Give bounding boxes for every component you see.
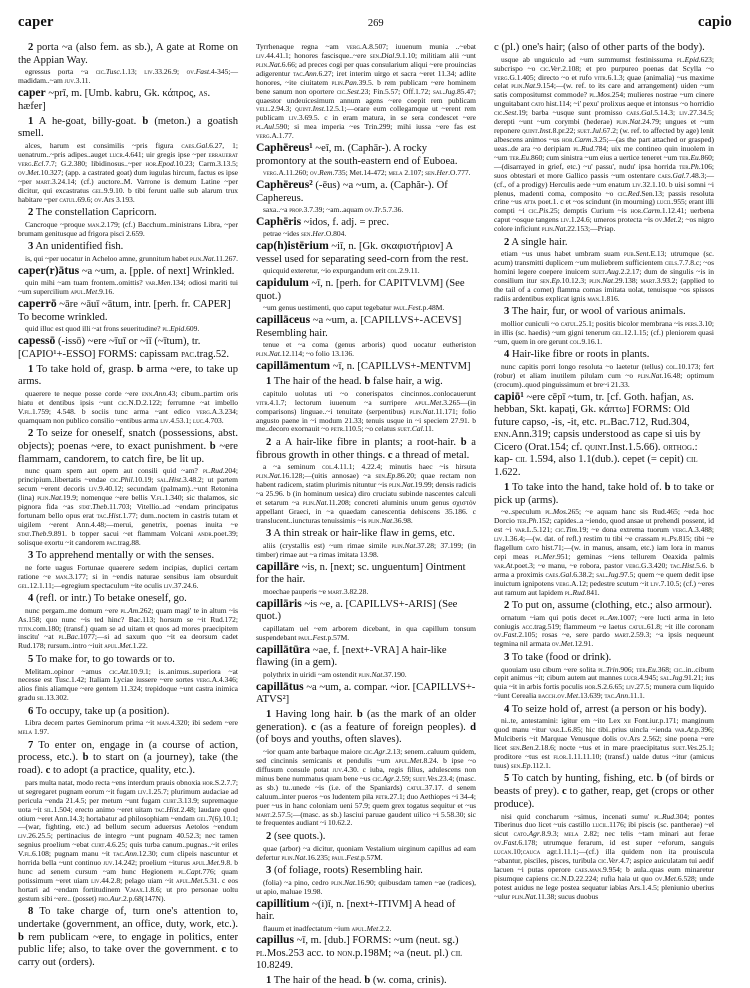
quotes-capisterium: quicquid exteretur, ~io expurgandum erit col.2.9.11. — [263, 266, 420, 276]
quotes-capesso-8-cont: Tyrrhenaque regna ~am verg.A.8.507; iuuenum munia ..~ebat liv.44.41.1; honores fascisque..~ere sen.Dial.9.1.10; militiam alii ~unt plin.Nat.6.66; ad preces cogi per quas consularium aliqui ~ere prouincias adigerentur tac.Ann.6.27; iret interim uirgo et sacra ~eret 11.34; adlite honores, ~ite ciuitatem plin.Pan.39.5. b rem publicam ~ere hominem bene sanum non oportere cic.Sest.23; Fin.5.57; Off.1.72; sal.Jug.85.47; quaestor undeuicesimum annum agens ~ere coepit rem publicam vell.2.94.3; quint.Inst.12.5.1;—orare eum collegamque ut ~erent rem publicam liv.3.69.5. c in eram matura, in se sera condescet ~ere pl.Aul.590; si mea imperia ~es Trin.299; mihi iussa ~ere fas est verg.A.1.77. — [256, 42, 477, 141]
quotes-capillamentum-1: capitulo uolutas uti ~o conerispatos cincinnos..conlocauerunt vitr.4.1.7; lectorum iuuenum ~a surripere apul.Met.3.265—(in comparisons) linguae..~i tenuitate (serpentibus) plin.Nat.11.171; folio angusto paene in ~i modum 21.33; tenuis usque in ~i speciem 27.91. b me..decoro exornauit ~o petr.110.5; ~o celatus suet.Cal.11. — [256, 388, 477, 434]
headword-capillaceus: capillāceus ~a ~um, a. [CAPILLVS+-ACEVS] Resembling hair. — [256, 313, 462, 339]
quotes-capillare: moechae pauperis ~e mart.3.82.28. — [263, 586, 369, 596]
running-head — [18, 14, 732, 36]
quotes-caphereus2: saxa..~a prop.3.7.39; ~am..aquam ov.Tr.5.7.36. — [263, 205, 404, 215]
headword-capio: capiō¹ ~ere cēpī ~tum, tr. [cf. Goth. hafjan, as. hebban, Skt. kapaṭi, Gk. κάπτω] FORMS: Old future capso, -is, -it, etc. pl.Bac.712, Rud.304, enn.Ann.319; capsis understood as cape si uis by Cicero (Orat.154; cf. quint.Inst.1.5.66). orthog.: kap- cil 1.594, also 1.1(dub.). cepet (= cepit) cil 1.622. — [494, 389, 701, 478]
headword-capillatura: capillātūra ~ae, f. [next+-VRA] A hair-like flawing (in a gem). — [256, 642, 447, 669]
quotes-capillus-3: mollior cuniculi ~o catul.25.1; positis bicolor membrana ~is pers.3.10; in illis (sc. haedis) ~um gigni tenerum gel.12.1.15; (cf.) pleniorem quasi ~um, quem in ore gerunt col.9.16.1. — [494, 319, 714, 346]
headword-capisterium: cap(h)istērium ~iī, n. [Gk. σκαφιστήριον] A vessel used for separating seed-corn from the rest. — [256, 239, 469, 265]
headword-capillare: capillāre ~is, n. [next; sc. unguentum] Ointment for the hair. — [256, 559, 466, 586]
quotes-capillus-2: etiam ~us unus habet umbram suam pub.Sent.E.13; utrumque (sc. acum) transmitti duplicem ~um muliebrem sufficientem cels.7.7.8.c; ~os homini legere coepere inuicem suet.Aug.2.2.17; dum de singulis ~is in consilium itur sen.Ep.10.12.3; plin.Nat.29.138; mart.3.93.2; (applied to the tail of a comet) flamma comas imitata uolat, tenuisque ~os spissos radiis ardentibus explicat ignis man.1.816. — [494, 249, 714, 303]
sense-capillus-4: 4 Hair-like fibre or roots in plants. — [504, 349, 650, 361]
quotes-capillus-1: usque ab unguiculo ad ~um summumst festinissuma pl.Epid.623; subcrispo ~o cic.Ver.2.108; et pro purpureo poenas dat Scylla ~o verg.G.1.405; directo ~o et rufo vitr.6.1.3; quae (animalia) ~us maxime celat plin.Nat.9.154;—(w. ref. to its care and arrangement) uiden ~um satis compositumst commode? pl.Mos.254; mulieres nostrae ~um cinere unguitabant cato hist.114; ~i' pexu' prolixus aeque et intonsus ~o horridio cic.Sest.19; barba ~usque sunt promisso caes.Gal.5.14.3; liv.27.34.5; derepti ~unt ~um corymbi (hederae) plin.Nat.24.79; ungues et ~um reponere quint.Inst.8.pr.22; suet.Jul.67.2; (w. ref. to affected by age) lenit albescens animos ~us hor.Carm.3.25;—(as the part attached or grasped) ueas..de ara ~o deripiam pl.Rud.784; uix me contineo quin inuolem in ~um ter.Eu.860; cum sinistra ~um eius a uertice teneret ~um ter.Eu.860;—(disarrayed in grief, etc.) ~u' passu', nudu' ipsa horrida ter.Ph.106; suos obtestari et more Gallico passis ~um ostentare caes.Gal.7.48.3;—(cf., of a prodigy) Herculis aede ~um enatum liv.32.1.10. b uisi somni ~i plenus, madenti coma, composito ~o cic.Red.Sen.13; passis resoluta crine ~us atta poet.1. c et ~os scindunt (in mourning) lucil.955; erant illi compti ~i cic.Pis.25; demptis Curium ~is hor.Carm.1.12.41; uerbena caput ~osque tangens liv.1.24.6; umeros protecta ~is ov.Met.2; ~os nigro colore inficiunt plin.Nat.22.153;—Priap. — [494, 54, 715, 234]
columns-container — [18, 42, 732, 987]
sense-capillus-1: 1 The hair of the head. b (w. coma, crinis). — [266, 975, 447, 987]
sense-capio-3: 3 To take (food or drink). — [504, 651, 612, 663]
headword-capillamentum: capillāmentum ~ī, n. [CAPILLVS+-MENTVM] — [256, 359, 471, 373]
quotes-capesso-5: Melitam..opinor ~amus cic.Att.10.9.1; is..animus..superiora ~at necesse est Tusc.1.42; Italiam Lyciae iussere ~ere sortes verg.A.4.346; alios finis aliamque ~ere gentem 11.324; trepidoque ~unt castra inimica gradu sil.13.302. — [18, 666, 238, 703]
sense-capillus-3: 3 The hair, fur, or wool of various animals. — [504, 306, 686, 318]
sense-capesso-4: 4 (refl. or intr.) To betake oneself, go. — [28, 593, 187, 605]
column-middle — [256, 42, 484, 987]
running-head-left: caper — [18, 14, 54, 30]
quotes-capesso-4: nunc pergam..me domum ~ere pl.Am.262; quam magi' te in altum ~is As.158; quo nunc ~is ted hinc? Bac.113; horsum se ~it Rud.172; titin.com.180; (transf.) quam se ad uitam et quos ad mores praecipitem inscitu' ~at pl.Bac.1077;—si ad saxum quo ~it ea deorsum cadet Rud.178; rursum..intro ~iuit apul.Met.1.22. — [18, 605, 238, 651]
sense-capesso-1: 1 To take hold of, grasp. b arma ~ere, to take up arms. — [18, 363, 238, 388]
quotes-capesso-2: nunc quam spem aut opem aut consili quid ~am? pl.Rud.204; principium..libertatis ~endae cic.Phil.10.19; sal.Hist.3.48.2; ut partem secum ~erent decoris liv.9.40.12; secundam (palmam)..~unt Retonina (lina) plin.Nat.19.9; nomenque ~ere bellis V.fl.1.340; sic thalamos, sic pignora fida ~as stat.Theb.11.703; Vitellio..ad ~endam principatus fortunam bello opus erat tac.Hist.1.77; dum..noctem in castris tutam et uigilem ~erent Ann.4.48;—merui, genetrix, poenas inuita ~e stat.Theb.9.891. b topper sacui ~et flammam Volcani andr.poet.39; solisque exortu ~it candorem pac.trag.88. — [18, 466, 239, 547]
sense-capillamentum-1: 1 The hair of the head. b false hair, a wig. — [266, 376, 443, 388]
quotes-caper-3: is, qui ~per uocatur in Acheloo amne, grunnitum habet plin.Nat.11.267. — [25, 253, 238, 263]
sense-caper-1: 1 A he-goat, billy-goat. b (meton.) a goatish smell. — [18, 115, 238, 140]
sense-capio-5: 5 To catch by hunting, fishing, etc. b (of birds or beasts of prey). c to gather, reap, get (crops or other produce). — [494, 773, 714, 810]
quotes-capillatura: polythrix in uiridi ~am ostendit plin.Nat.37.190. — [263, 669, 407, 679]
quotes-capillus-4: nunc capitis porri longo resoluta ~o laetetur (tellus) col.10.173; fert (robur) et aliam inutilem pilulam cum ~o plin.Nat.16.48; optimum (crocum)..quod pinguissimum et bre~i 21.33. — [494, 362, 714, 389]
quotes-capesso-3: ne forte uagus Fortunae quaerere sedem incipias, duplici certam ratione ~e man.3.177; si in ~endis naturae sensibus iam obsurduit gel.12.1.11;—egregium spectaculum ~ite oculis liv.37.24.6. — [18, 562, 238, 590]
sense-caper-3: 3 An unidentified fish. — [28, 241, 124, 253]
sense-capesso-7: 7 To enter on, engage in (a course of action, process, etc.). b to start on (a journey), take (the road). c to adopt (a practice, quality, etc.). — [18, 739, 238, 777]
quotes-caper-porta-2: egressus porta ~a cic.Tusc.1.13; liv.33.26.9; ov.Fast.4-345;—madidam..~am juv.3.11. — [18, 67, 239, 86]
sense-capillatus-3: 3 (of foliage, roots) Resembling hair. — [266, 864, 423, 876]
quotes-capillatus-2: quae (arbor) ~a dicitur, quoniam Vestalium uirginum capillus ad eam defertur plin.Nat.16.235; paul.Fest.p.57M. — [256, 843, 476, 862]
sense-capio-2: 2 To put on, assume (clothing, etc.; also armour). — [504, 599, 712, 611]
sense-capesso-6: 6 To occupy, take up (a position). — [28, 705, 170, 717]
sense-capesso-8: 8 To take charge of, turn one's attention to, undertake (government, an office, duty, work, etc.). b rem publicam ~ere, to engage in politics, enter public life; also, to take over the government. c to carry out (orders). — [18, 906, 239, 969]
quotes-capio-2: ornatum ~iam qui potis decet pl.Am.1007; ~ere lucti arma in leto coniugis acc.trag.519; flammeum ~e laetus catul.61.8; ~it ille coronam ov.Fast.2.105; rosas ~e, sere pardo mart.2.59.3; ~a ipsis nequeunt tegmina nil armata ov.Met.12.91. — [494, 612, 714, 649]
sense-capillatus-2: 2 (see quots.). — [266, 830, 326, 842]
sense-capio-4: 4 To seize hold of, arrest (a person or his body). — [504, 703, 707, 715]
headword-capidulum: capidulum ~ī, n. [perh. for CAPITVLVM] (See quot.) — [256, 276, 465, 302]
quotes-capillitium: flauum et inadfectatum ~ium apul.Met.2.2. — [263, 923, 392, 933]
headword-caperro: caperrō ~āre ~āuī ~ātum, intr. [perh. fr. CAPER] To become wrinkled. — [18, 297, 231, 323]
quotes-capillamentum-2: a ~a seminum col.4.11.1; 4.22.4; minutis haec ~is hirsuta plin.Nat.16.128;—(uitis annosae) ~a sen.Ep.86.20; quae rectam non habent radicem, statim plurimis nituntur ~is plin.Nat.19.99; densis radicis ~a 25.96. b (in hominum uesica) diro cruciatu subinde nascentes calculi et setarum ~a plin.Nat.11.208; concreti aluminis unum genus σχιστόν appellant Graeci, in ~a quaedam canescentia dehiscens 35.186. c translucent..iuncturas tenuissimis ~is plin.Nat.36.98. — [256, 462, 476, 525]
quotes-capesso-1: quaerere te neque posse corde ~ere enn.Ann.43; cibum..partim oris hiatu et dentibus ipsis ~unt cic.N.D.2.122; ferrumne ~at imbello V.fl.1.759; 4.548. b sociis tunc arma ~ant edico verg.A.3.234; quamquam non publico consilio ~entibus arma liv.4.53.1; luc.4.703. — [18, 388, 238, 425]
headword-caper: caper ~prī, m. [Umb. kabru, Gk. κάπρος, as. hæfer] — [18, 86, 211, 112]
running-head-right: capio — [697, 14, 732, 30]
headword-capillus: capillus ~ī, m. [dub.] FORMS: ~um (neut. sg.) pl.Mos.253 acc. to non.p.198M; ~a (neut. pl.) cil 10.8249. — [256, 933, 463, 972]
quotes-capesso-7: pars multa natat, modo recta ~ens interdum prauis obnoxia hor.S.2.7.7; ut segregaret pugnam eorum ~it fugam liv.1.25.7; plurimum audaciae ad pericula ~enda 21.4.5; per metum ~unt fugam curt.3.13.9; supremaque uota ~it sil.1.504; erecto animo ~eret uitam tac.Hist.2.48; laudare quod otium ~eret Ann.14.3; hortabatur ad philosophiam ~endam gel.7(6).10.1;—(war, fighting, etc.) ad bellum secum aduersus Aetolos ~endum liv.26.25.5; pertinacius de integro ~unt pugnam 40.52.3; nec tamen segnius proelium ~ebat curt.4.6.25; quis turba canum..pugnas..~it eriles V.fl.6.108; pugnam manu ~it tac.Ann.12.30; cum clipeis nascuntur et horrida bella ~unt continuo juv.14.242; proelium ~iturus apul.Met.9.8. b hunc ad senem cursum ~am hunc Hegionem pl.Capt.776; quam potissimum ~eret uiam liv.44.2.8; pelago uiam ~it apul.Met.5.31. c eos hortari ad ~endam fortitudinem V.max.1.8.6; ut pro personae uoltu gestum sibi ~ere.. (posset) fro.Aur.2.p.68(147N). — [18, 777, 239, 903]
sense-capillatus-1: 1 Having long hair. b (as the mark of an older generation). c (as a feature of foreign peoples). d (of boys and youths, often slaves). — [256, 709, 476, 746]
quotes-capillaceus: tenue et ~a coma (genus arboris) quod uocatur eutheriston plin.Nat.12.114; ~o folio 13.136. — [256, 340, 476, 359]
column-left — [18, 42, 246, 969]
sense-capesso-2: 2 To seize for oneself, snatch (possessions, abst. objects); poenas ~ere, to exact punishment. b ~ere flammam, candorem, to catch fire, be lit up. — [18, 428, 238, 465]
headword-capesso: capessō (-issō) ~ere ~īuī or ~iī (~ītum), tr. [CAPIO¹+-ESSO] FORMS: capissam pac.trag.52. — [18, 334, 230, 360]
headword-capillatus: capillātus ~a ~um, a. compar. ~ior. [CAPILLVS+-ATVS²] — [256, 679, 476, 705]
headword-caperratus: caper(r)ātus ~a ~um, a. [pple. of next] Wrinkled. — [18, 263, 235, 277]
quotes-capio-5: nisi quid concharum ~simus, incenati sumu' pl.Rud.304; pontes Tiberinus duo licet ~uis castillo lucil.1176; ibi piscis (sc. pantherae) ~el sicut cato.Agr.8.9.3; mela 2.82; nec telis ~tam minari aut ferae ov.Fast.6.178; utrumque ferarum, id est super ~eforum, sanguis lucan.10;cauca agr.1.11.1;—(cf.) illa quidem non ita prouiscula ~abantur, pisciles, pisces, turibula cic.Ver.4.7; aspice auiculatam tui aedif lacuen ~i putas operore caes.man.9.954; b aula..quas eum minaretur pisumque capiens cic.N.D.22.224; rufia haia ut quo ov.Met.6.528; unde potest auidus ne lege postea sequatur iabias Ars.1.4.5; pleniunio uberius ~ulur plin.Nat.11.38; sucus duobus — [494, 811, 715, 901]
sense-capillamentum-2: 2 a A hair-like fibre in plants; a root-hair. b a fibrous growth in other things. c a thread of metal. — [256, 436, 476, 461]
quotes-capheris: petrae ~ides sen.Her.O.804. — [263, 229, 347, 239]
quotes-caperratus: quin mihi ~am tuam frontem..omittis? var.Men.134; odiosi mariti tui ~um supercilium apul.Met.9.16. — [18, 278, 238, 297]
column-right — [494, 42, 722, 964]
sense-capillus-1c: c (pl.) one's hair; (also of other parts of the body). — [494, 42, 705, 53]
quotes-caper-1: alces, harum est consimilis ~pris figura caes.Gal.6.27, 1; uenatrum..~pris adipes..auget lucr.4.641; uir gregis ipse ~per errauerat verg.Ecl.7.7; G.2.380; libidinosus..~per hor.Epod.10.23; Carm.3.13.5; ov.Met.10.327; (app. a castrated goat) dum iugulas hircum, factus es ipse ~per mart.3.24.14; (cf.) auctore..M. Varrone is demum Latine ~per dicitur, qui excastratus gel.9.9.10. b tibi ferunt ualle sub alarum trux habitare ~per catul.69.6; ov.Ars 3.193. — [18, 141, 239, 204]
headword-caphereus: Caphēreus¹ ~eī, m. (Caphār-). A rocky promontory at the south-eastern end of Euboea. — [256, 141, 458, 167]
quotes-capillatus-1: ~ior quam ante barbaque maiore cic.Agr.2.13; senem..caluum quidem, sed cincinnis semicanis et pendulis ~um apul.Met.8.24. b ipse ~o diffusum consule potat juv.4.30. c iuba, regis filius, adulescens non minus bene nummatus quam bene ~us cic.Agr.2.59; suet.Ves.23.4; (masc. as sb.) tu..unede ~is (i.e. of the Spaniards) catul.37.17. d senem caluum..inter pueros ~os ludentem pila petr.27.1; duo Aethiopes ~i 34-4; puer ~us in hanc coloniam ueni 57.9; quem grex togatus sequitur et ~us mart.2.57.5;—(masc. as sb.) lasciui paruae gaudent uilico ~i 5.58.30; sic te frequentes audiant ~i 10.62.2. — [256, 747, 477, 828]
headword-capillaris: capillāris ~is ~e, a. [CAPILLVS+-ARIS] (See quot.) — [256, 596, 458, 623]
sense-caper-porta-2: 2 porta ~a (also fem. as sb.), A gate at Rome on the Appian Way. — [18, 42, 238, 66]
headword-caphereus2: Caphēreus² (-ēus) ~a ~um, a. (Caphăr-). Of Caphereus. — [256, 178, 448, 204]
quotes-caperro: quid illuc est quod illi ~at frons seueritudine? pl.Epid.609. — [25, 324, 200, 334]
quotes-capio-1: ~e..speculum pl.Mos.265; ~e aquam hanc sis Rud.465; ~eda hoc Dorcio ter.Ph.152; capides..a ~iendo, quod ansae ut prehendi possent, id est ~i var.L.5.121; cic.Tim.19; ~e dona extrema tuorum verg.A.3.488; liv.1.36.4;—(w. dat. of refl.) restim tu tibi ~e crassam pl.Ps.815; tibi ~e flagellum cato hist.71;—(w. in manus, ansam, etc.) iam lora in manus cepi meas pl.Mer.951; geminas ~iens tellurem Oeaxida palmis var.At.poet.3; ~e manu, ~e robora, pastor verg.G.3.420; tac.Hist.5.6. b arma a proximis caes.Gal.6.38.2; sal.Jug.97.5; quem ~e quem dedit ipse inuictum ignipotens verg.A.12; pedestre scutum ~it liv.7.10.5; (cf.) ~eres aut ramum aut lapidem pl.Rud.841. — [494, 507, 715, 597]
sense-capillamentum-3: 3 A thin streak or hair-like flaw in gems, etc. — [266, 528, 455, 540]
page-number: 269 — [367, 18, 384, 29]
quotes-capillamentum-3: aliis (crystallis est) ~um rimae simile plin.Nat.37.28; 37.199; (in timber) rimae aut ~a rimas imitata 13.98. — [256, 540, 476, 559]
quotes-capio-4: ni..te, antestamini: igitur em ~ito Lex xii Font.iur.p.171; manginum quod manu ~itur var.L.6.85; hic tibi..prius uincla ~ienda var.At.p.396; Mulciberis ~it Marquae Venusque dolis ov.Ars 2.562; sine poena ~ere licet sen.Ben.2.18.6; nocte ~tus et in mare praecipitatus suet.Ves.25.1; proditore ~tus est flor.1.11.11.10; (transf.) ualde dutus ~itur (amicus tuus) sen.Ep.112.1. — [494, 716, 715, 771]
quotes-capillatus-3: (folia) ~a pino, cedro plin.Nat.16.90; quibusdam tamen ~ae (radices), ut apio, maluae 19.98. — [256, 877, 476, 896]
sense-caper-2: 2 The constellation Capricorn. — [28, 207, 157, 219]
quotes-caper-2: Cancroque ~proque man.2.179; (cf.) Bacchum..ministrans Libra, ~per brumam genitusque ad frigora pisci 2.659. — [18, 219, 239, 238]
sense-capesso-5: 5 To make for, to go towards or to. — [28, 653, 175, 665]
headword-capillitium: capillitium ~(i)ī, n. [next+-ITIVM] A head of hair. — [256, 896, 456, 922]
sense-capio-1: 1 To take into the hand, take hold of. b to take or pick up (arms). — [494, 481, 715, 506]
headword-capheris: Caphēris ~idos, f. adj. = prec. — [256, 214, 389, 228]
sense-capesso-3: 3 To apprehend mentally or with the senses. — [28, 550, 215, 562]
sense-capillus-2: 2 A single hair. — [504, 236, 568, 248]
quotes-caphereus: verg.A.11.260; ov.Rem.735; Met.14-472; mela 2.107; sen.Her.O.777. — [263, 168, 471, 178]
quotes-capesso-6: Libra decem partes Geminorum prima ~it man.4.320; ibi sedem ~ere mela 1.97. — [18, 718, 238, 737]
quotes-capillaris: capillatam uel ~em arborem dicebant, in qua capillum tonsum suspendebant paul.Fest.p.57M. — [256, 623, 476, 642]
quotes-capidulum: ~um genus uestimenti, quo caput tegebatur paul.Fest.p.48M. — [263, 303, 445, 313]
quotes-capio-3: quouiam usu cibum ~ere solita pl.Trin.906; ter.Eu.368; cic..in..cibum cepit animus ~it; cibum autem aut mannes lucr.4.945; sal.Jug.91.21; ius quia ~it in arbis fortis poculis hor.S.2.6.65; liv.27.5; munera cum liquido ~iunt Cerealia bacch.ov.Met.13.639; tac.Ann.11.1. — [494, 664, 715, 701]
